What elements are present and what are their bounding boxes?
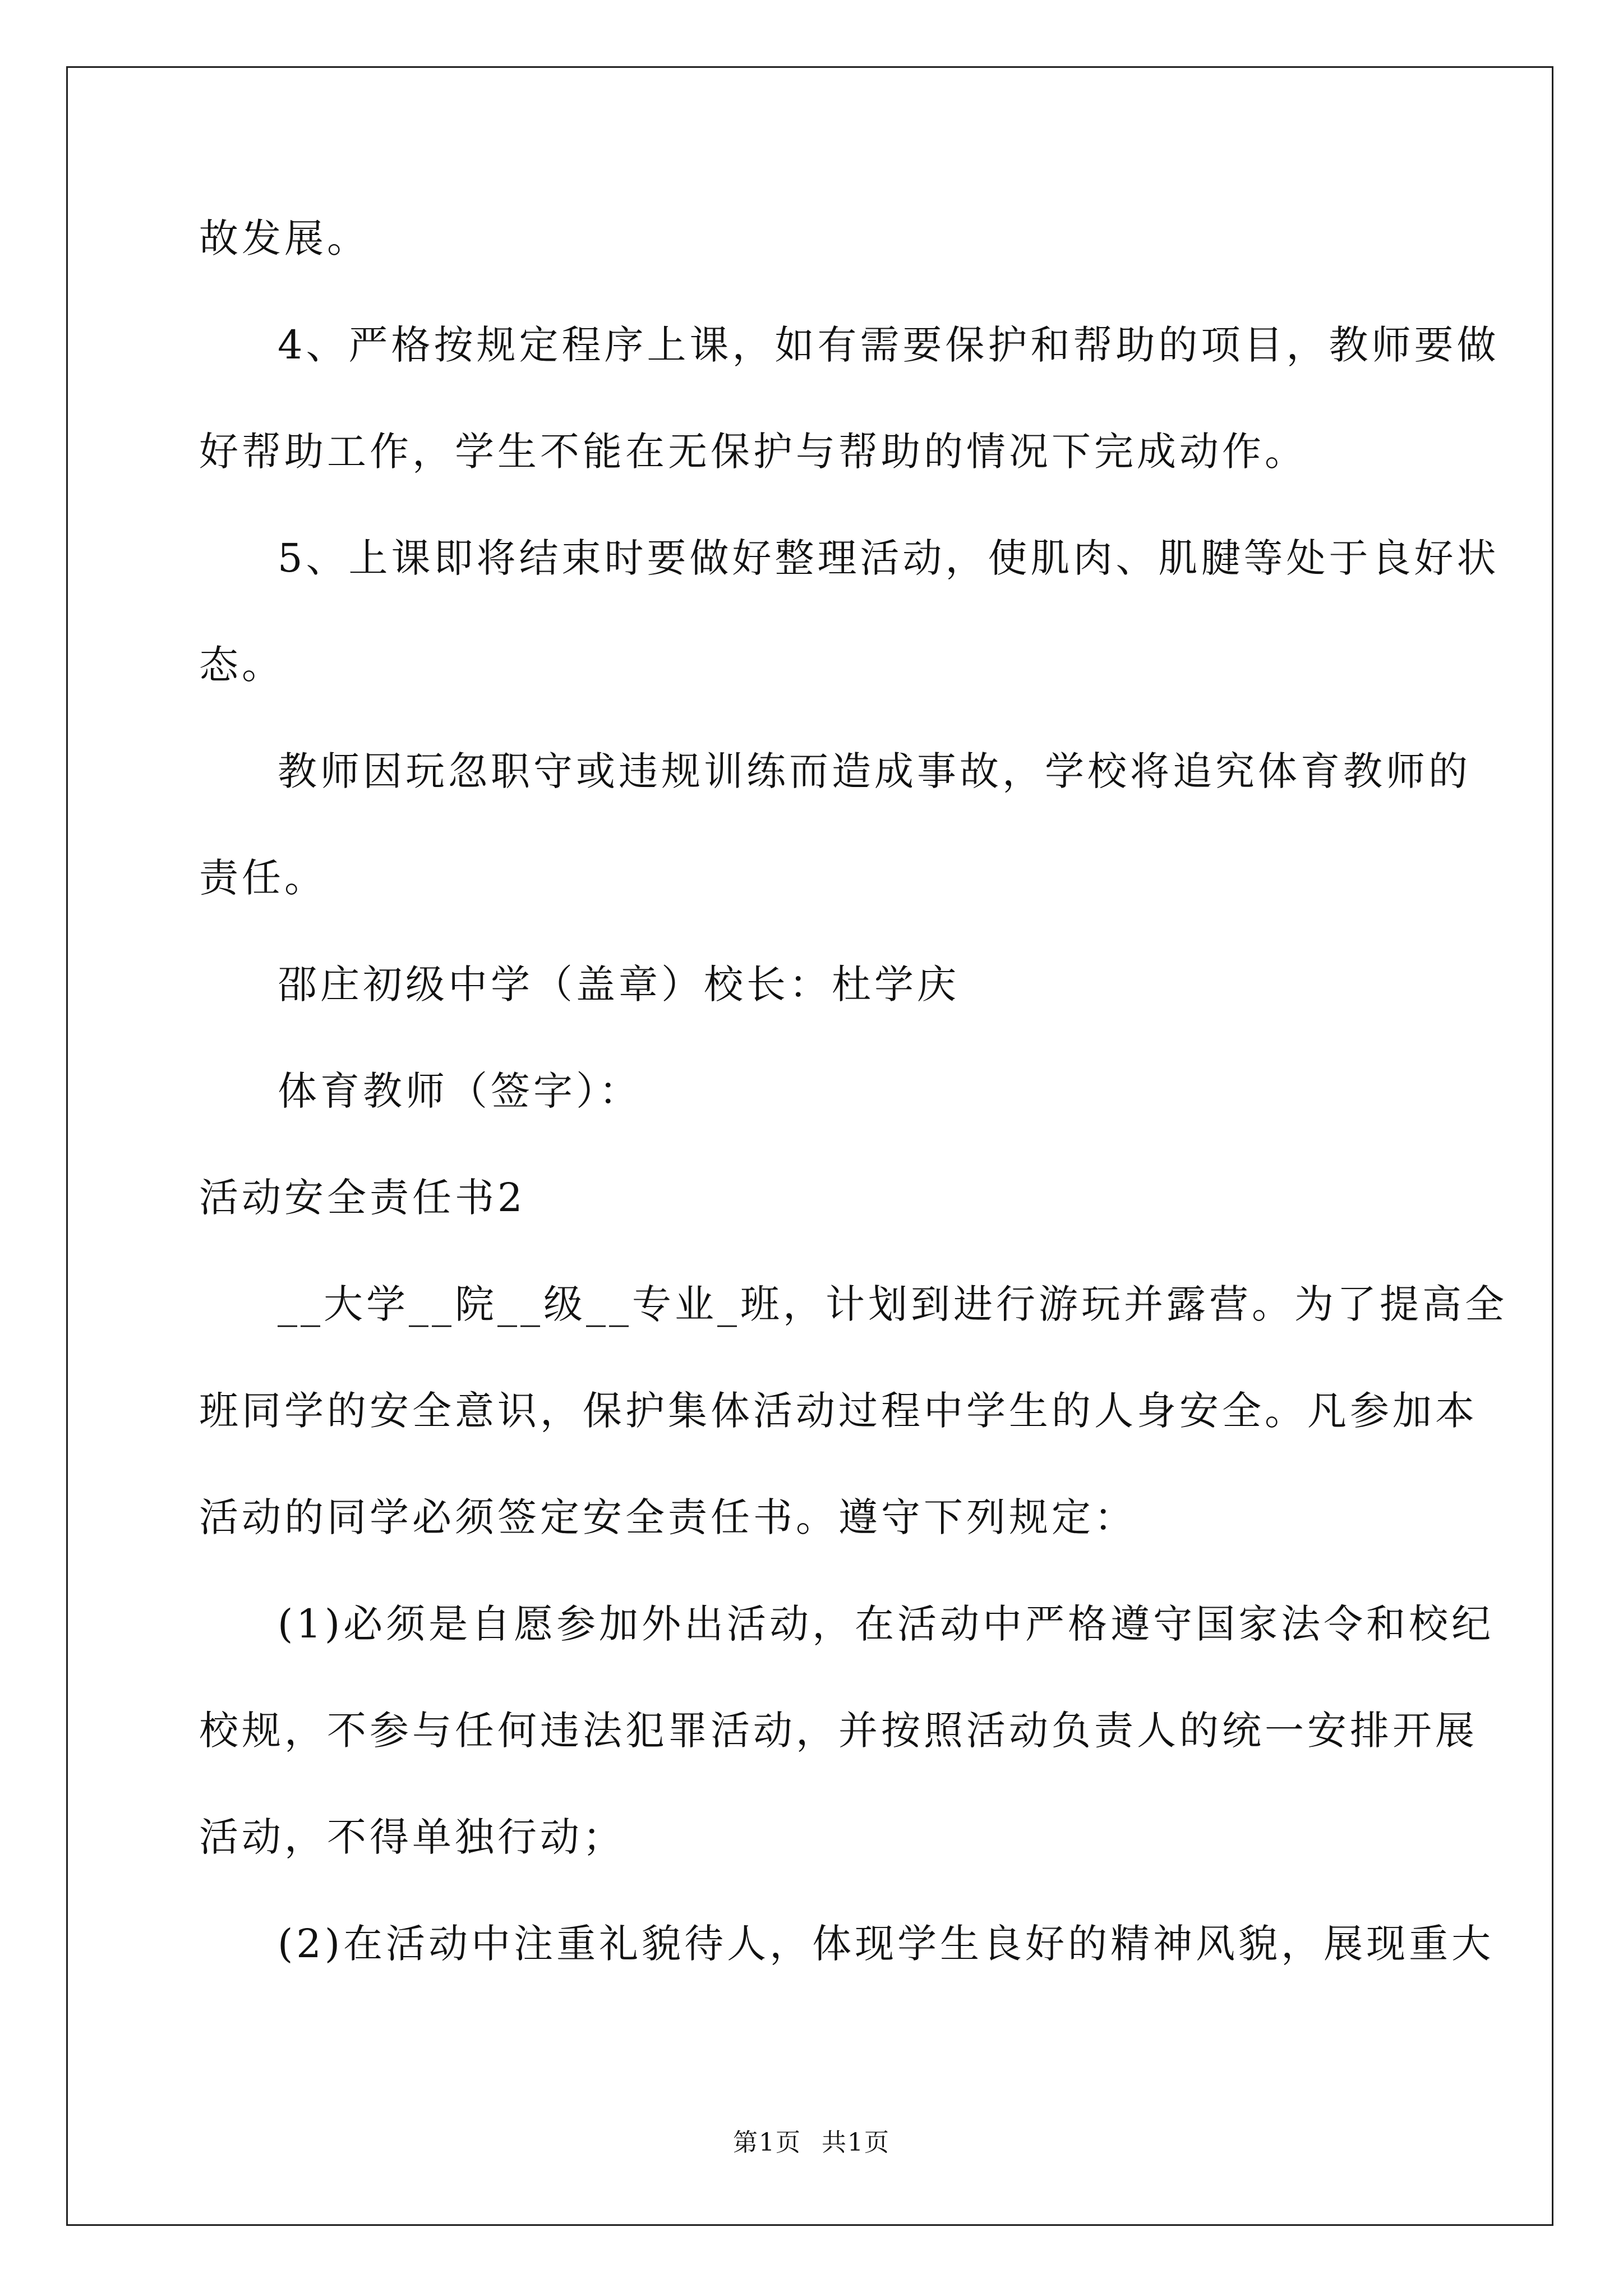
paragraph-line: 4、严格按规定程序上课，如有需要保护和帮助的项目，教师要做 [278, 322, 1500, 368]
paragraph-line: 校规，不参与任何违法犯罪活动，并按照活动负责人的统一安排开展 [199, 1708, 1478, 1754]
paragraph-line: 好帮助工作，学生不能在无保护与帮助的情况下完成动作。 [199, 429, 1307, 475]
paragraph-line: (2)在活动中注重礼貌待人，体现学生良好的精神风貌，展现重大 [278, 1921, 1495, 1967]
paragraph-line: 活动的同学必须签定安全责任书。遵守下列规定： [199, 1494, 1137, 1540]
signature-line-principal: 邵庄初级中学（盖章）校长：杜学庆 [278, 961, 960, 1007]
paragraph-line: 班同学的安全意识，保护集体活动过程中学生的人身安全。凡参加本 [199, 1388, 1478, 1434]
paragraph-line: __大学__院__级__专业_班，计划到进行游玩并露营。为了提高全 [278, 1281, 1507, 1327]
page-footer [0, 2126, 1623, 2160]
signature-line-teacher: 体育教师（签字）： [278, 1068, 642, 1114]
page-number: 第1页 [733, 2128, 801, 2157]
paragraph-line: 5、上课即将结束时要做好整理活动，使肌肉、肌腱等处于良好状 [278, 535, 1500, 581]
page-border [66, 66, 1553, 2226]
paragraph-line: 故发展。 [199, 215, 370, 261]
paragraph-line: 责任。 [199, 855, 327, 901]
paragraph-line: (1)必须是自愿参加外出活动，在活动中严格遵守国家法令和校纪 [278, 1601, 1495, 1647]
paragraph-line: 态。 [199, 642, 284, 688]
page-total: 共1页 [822, 2128, 890, 2157]
paragraph-line: 教师因玩忽职守或违规训练而造成事故，学校将追究体育教师的 [278, 748, 1471, 794]
paragraph-line: 活动，不得单独行动； [199, 1814, 625, 1860]
section-title: 活动安全责任书2 [199, 1175, 526, 1221]
